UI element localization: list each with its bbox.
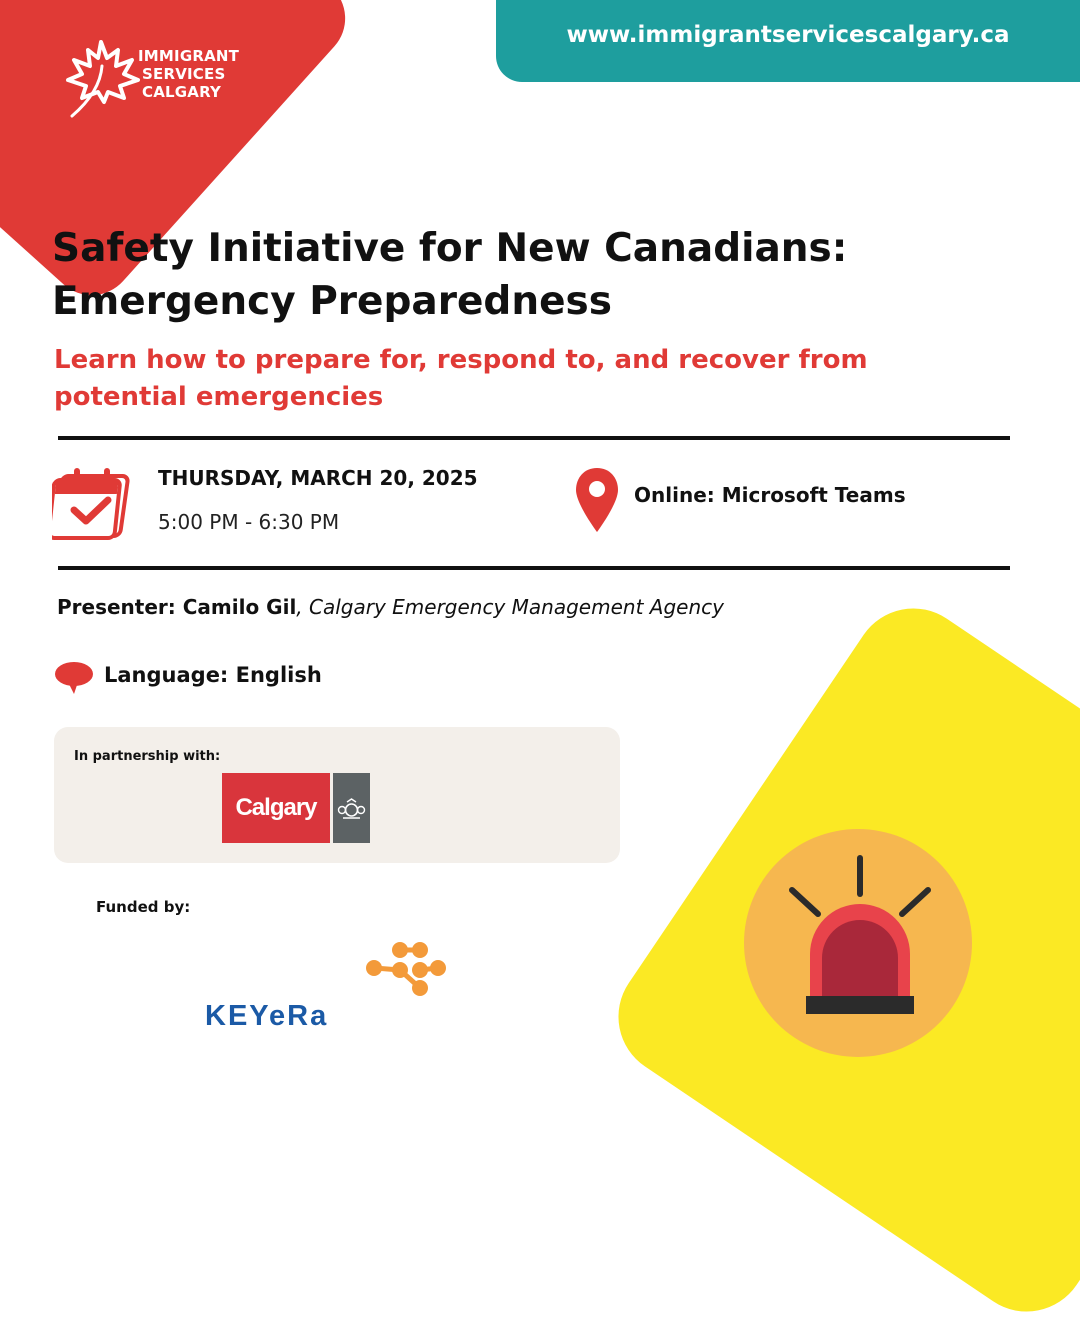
- speech-bubble-icon: [54, 660, 96, 696]
- calgary-logo: Calgary: [222, 773, 330, 843]
- presenter-name: Presenter: Camilo Gil: [57, 595, 297, 619]
- divider: [58, 436, 1010, 440]
- subtitle-line: potential emergencies: [54, 382, 384, 412]
- org-logo-text: [138, 47, 239, 101]
- funded-by-label: Funded by:: [96, 898, 191, 916]
- subtitle-line: Learn how to prepare for, respond to, and recover from: [54, 345, 868, 375]
- subtitle: [54, 342, 954, 416]
- event-location: Online: Microsoft Teams: [634, 483, 906, 507]
- partnership-label: In partnership with:: [74, 749, 221, 764]
- event-time: 5:00 PM - 6:30 PM: [158, 510, 340, 534]
- org-name-line: SERVICES: [142, 65, 226, 83]
- presenter: [57, 595, 724, 619]
- page-title: [52, 222, 1012, 328]
- divider: [58, 566, 1010, 570]
- event-date: THURSDAY, MARCH 20, 2025: [158, 466, 478, 490]
- map-pin-icon: [574, 466, 620, 534]
- org-name-line: CALGARY: [142, 83, 222, 101]
- calendar-check-icon: [52, 464, 136, 542]
- org-name-line: IMMIGRANT: [138, 47, 240, 65]
- keyera-dots-icon: [362, 940, 448, 998]
- siren-icon: [770, 850, 950, 1030]
- website-url[interactable]: www.immigrantservicescalgary.ca: [566, 22, 1010, 48]
- title-line: Emergency Preparedness: [52, 279, 612, 324]
- presenter-affiliation: , Calgary Emergency Management Agency: [296, 595, 724, 619]
- crest-icon: [333, 798, 370, 822]
- title-line: Safety Initiative for New Canadians:: [52, 226, 848, 271]
- language: Language: English: [104, 663, 322, 687]
- maple-leaf-icon: [58, 36, 144, 122]
- keyera-logo: KEYeRa: [205, 1000, 329, 1032]
